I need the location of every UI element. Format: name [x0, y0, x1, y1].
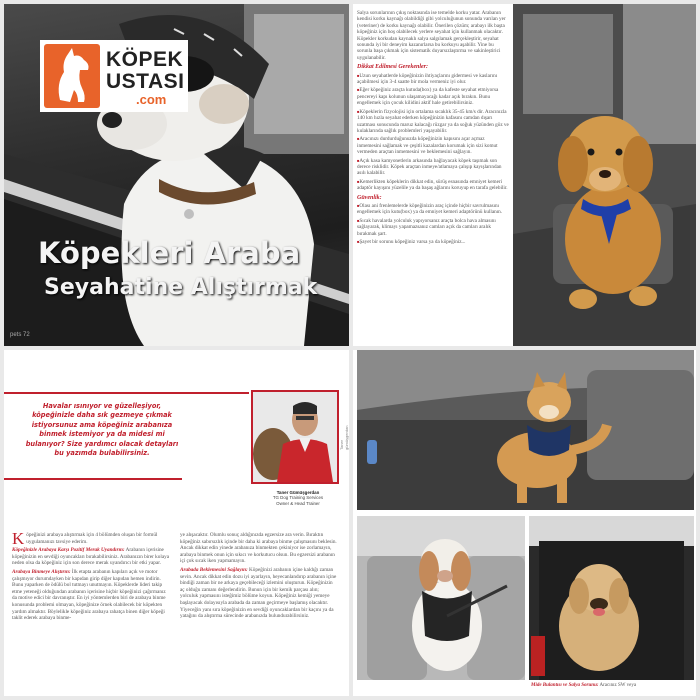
dog-logo-icon — [44, 44, 100, 108]
article-text-column — [357, 10, 509, 247]
list-item: ■ Sıcak havalarda yolculuk yapıyorsanız araçta bolca hava almasını sağlayarak, klimayı yapamazsanız camları açık da camları aralık bırakmak şart. — [357, 218, 509, 237]
author-name: Taner Gümüşgerdan — [276, 490, 320, 495]
cover-page — [4, 4, 349, 346]
divider — [4, 392, 182, 394]
paragraph-text: Arabanın içerisine köpeğinizin en sevdiği oyuncakları bırakabilirsiniz. Arabanızın birer kolaya neden olsa da köpeğiniz için son derece merak uyandırıcı bir etki yapar. — [12, 547, 170, 567]
inline-heading: Arabaya Binmeye Alıştırın: — [12, 568, 71, 575]
paragraph — [12, 547, 170, 567]
logo-text-line1: KÖPEK — [106, 48, 184, 71]
author-title: TG Dog Training Services — [272, 495, 324, 501]
author-photo — [253, 392, 337, 482]
article-column-1 — [12, 529, 170, 624]
list-item: ■ Köpeklerin fizyolojisi için ortalama sıcaklık 35-45 km/s dir. Aracınızla 140 km hızla seyahat ederken köpeğinizin kafasını camdan dışarı uzatması sonucunda maruz kalacağı rüzgar ya da soğuk yüzünden göz ve kulaklarında sağlık problemleri yaşayabilir. — [357, 109, 509, 135]
site-logo — [40, 40, 188, 112]
golden-on-seat-cover-photo — [529, 516, 694, 680]
article-page-top — [353, 4, 696, 346]
photo-page — [353, 350, 696, 696]
divider — [182, 392, 249, 394]
list-item: ■ Kemerlikten köpeklerin dikkat edin, sürüş esnasında emniyet kemeri adaptör kayışını yüzelile ya da başaş ağlarını koruyup en tarafa gelebilir. — [357, 179, 509, 192]
section-heading: Güvenlik: — [357, 194, 382, 201]
shiba-in-car-photo — [357, 350, 694, 510]
list-item: ■ Olası ani frenlemelerde köpeğinizin araç içinde hiçbir savrulmasını engellemek için kutu(box) ya da emniyet kemeri adaptörünü kullanın. — [357, 203, 509, 216]
paragraph-text: İlk etapta arabanın kapıları açık ve motor çalışmıyor durumdayken bir kapıdan girip diğer kapıdan hemen indirin. Bunu yaparken de ödülü bol tutmayı unutmayın. Köpeklerde lideri takip etme yeteneği olduğundan arabanın içerisine hiçbir köpeğinizi çağırmanız da motive edici bir davranıştır. En iyi yöntemlerden biri de arabaya binme konusunda problemi olmayan, köpeğinize örnek olabilecek bir köpekten yardım almaktır. Böylelikle köpeğiniz arabaya rahatça binen diğer köpeği taklit ederek arabaya binme- — [12, 568, 166, 622]
author-caption — [254, 490, 342, 506]
caption-heading: Mide Bulantısı ve Salya Sorunu: — [531, 683, 599, 688]
article-intro: Salya sorunlarının çıkış noktasında ise temelde korku yatar. Arabanın kendisi korku kaynağı olabildiği gibi yolculuğunun sonunda varılan yer (veteriner) de korku kaynağı olabilir. Önerilen çözüm; arabayı ilk başta köpeğiniz için hoş olabilecek yerlere seyahat için kullanmak olacaktır. Köpekler korkudan kaynaklı salya salgılamak gerçekleştirir, seyahat sonunda iyi bir deneyim kazanırlarsa bu korkuyu aşabilir. Yine bu sorunla başa çıkmak için sistematik duyarsızlaştırma ve sakinleştirici uygulanabilir. — [357, 10, 506, 61]
caption-text: Aracınız SW veya — [599, 683, 637, 688]
article-column-2 — [180, 532, 338, 622]
intro-text: öpeğinizi arabaya alıştırmak için 4 bölümden oluşan bir formül uygulamanızı tavsiye ederim. — [26, 532, 158, 545]
photo-credit: Taner gümüşgerdan — [339, 425, 349, 450]
paragraph-text: Köpeğinizi arabanın içine kaldığı zaman sevin. Ancak dikkat edin dozu iyi ayarlayın, heyecanlandırıp arabanın içine bindiği zaman bir ne arkaya geçebileceği izlemini oluşturun. Köpeğinizin aç olduğu zamanı değerlendirin. Bunun için bir kemik parçası alın; yolculuk yapmasını isteğimiz bölüme koyun. Köpeğiniz kemiği yemeye başlayacak dolayısıyla arabada da zaman geçirmeye başlamış olacaktır. Yiyeceğin yanı sıra köpeğinizin en sevdiği oyuncaklardan bir kaçını ya da yatağını da alıştırma sürecinde arabanızda bulundurabilirsiniz. — [180, 566, 337, 620]
list-item: ■ Açık kasa kamyonetlerin arkasında bağlayacak köpek taşımak son derece risklidir. Köpek araçtan inmeye/atlamaya çalışıp kayışlarından asılı kalabilir. — [357, 158, 509, 177]
pointer-in-car-photo — [357, 516, 525, 680]
photo-caption — [531, 683, 693, 689]
author-title: Owner & Head Trainer — [276, 500, 320, 506]
paragraph — [12, 569, 170, 622]
paragraph: ye alışacaktır. Olumlu sonuç aldığınızda egzersize ara verin. Bıraktın köpeğiniz sabırsızlık içinde bir daha ki arabaya binme çalışmasını beklesin. Ancak dikkat edin yinede arabanıza binmekten çekiniyor ise zorlamayın, arabaya binmek onun için sıkıcı ve korkutucu olsun. Bu egzersizi arabanın içi çok sıcak iken yapmamayın. — [180, 532, 337, 565]
page-number: pets 72 — [10, 332, 30, 338]
puppy-in-car-photo — [513, 4, 696, 346]
inline-heading: Arabada Beklemesini Sağlayın: — [180, 566, 248, 573]
list-item: ■ Uzun seyahatlerde köpeğinizin ihtiyaçlarını gidermesi ve kaslarını açabilmesi için 3-4 saatte bir mola vermeniz iyi olur. — [357, 73, 509, 86]
logo-text-line2: USTASI — [106, 70, 185, 93]
list-item: ■ Aracınızı durdurduğunuzda köpeğinizin kapısını açar açmaz inmemesini sağlamak ve çeşitli kazalardan korumak için sizi komut vermeden araçtan inmemesini ve beklemesini sağlayın. — [357, 136, 509, 155]
paragraph — [12, 529, 170, 548]
divider — [4, 478, 182, 480]
article-page-bottom — [4, 350, 349, 696]
list-item: ■ Şayet bir sorunu köpeğiniz varsa ya da köpeğiniz... — [357, 239, 509, 245]
list-item: ■ Eğer köpeğiniz araçta kutuda(box) ya da kafeste seyahat etmiyorsa pencereyi kapı kolunun ulaşamayacağı kadar açık bırakın. Bunu engellemek için çocuk kilidini aktif hale getirebilirsiniz. — [357, 87, 509, 106]
section-heading: Dikkat Edilmesi Gerekenler: — [357, 64, 428, 71]
logo-text-domain: .com — [136, 92, 167, 107]
pull-quote: Havalar ısınıyor ve güzelleşiyor, köpeğinizle daha sık gezmeye çıkmak istiyorsunuz ama köpeğiniz arabanıza binmek istemiyor ya da midesi mi bulanıyor? Size yardımcı olacak detayları bu yazımda bulabilirsiniz. — [25, 402, 179, 458]
cover-title-line2: Seyahatine Alıştırmak — [44, 275, 318, 300]
paragraph — [180, 567, 338, 620]
cover-title-line1: Köpekleri Araba — [38, 236, 301, 270]
inline-heading: Köpeğinizle Arabaya Karşı Pozitif Merak Uyandırın: — [12, 547, 125, 554]
drop-cap: K — [12, 529, 25, 548]
